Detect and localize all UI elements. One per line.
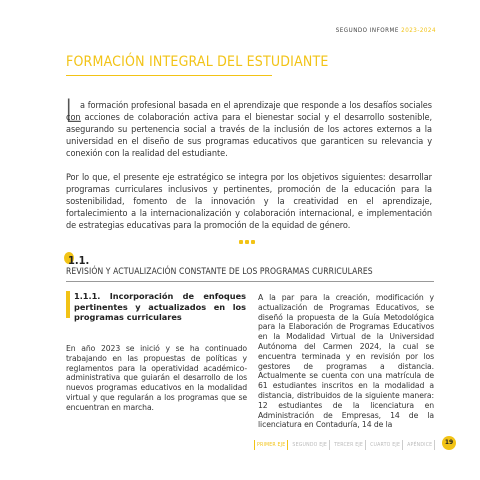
section-divider <box>66 281 434 282</box>
footer-tab-primer-eje[interactable]: PRIMER EJE <box>254 440 288 450</box>
footer-tab-tercer-eje[interactable]: TERCER EJE <box>332 440 366 450</box>
report-label-text: SEGUNDO INFORME <box>335 27 399 34</box>
left-column-text: En año 2023 se inició y se ha continuado trabajando en las propuestas de políticas y reglamentos para la operatividad académico-administrativa que guiarán el desarrollo de los nuevos programas educativos en la modalidad virtual y que regularán a los programas que se encuentran en marcha. <box>66 344 247 412</box>
subsection-title: 1.1.1. Incorporación de enfoques pertinentes y actualizados en los programas curriculares <box>74 291 246 322</box>
page-title: FORMACIÓN INTEGRAL DEL ESTUDIANTE <box>66 54 329 70</box>
footer-tab-segundo-eje[interactable]: SEGUNDO EJE <box>290 440 330 450</box>
title-underline <box>66 75 272 76</box>
section-number: 1.1. <box>68 254 90 267</box>
report-label <box>336 27 436 34</box>
right-column-text: A la par para la creación, modificación y actualización de Programas Educativos, se diseñó la propuesta de la Guía Metodológica para la Elaboración de Programas Educativos en la Modalidad Virtual de la Universidad Autónoma del Carmen 2024, la cual se encuentra terminada y en revisión por los gestores de programas a distancia. Actualmente se cuenta con una matrícula de 61 estudiantes inscritos en la modalidad a distancia, distribuidos de la siguiente manera: 12 estudiantes de la licenciatura en Administración de Empresas, 14 de la licenciatura en Contaduría, 14 de la <box>258 293 434 430</box>
dropcap-letter: L <box>64 92 82 130</box>
footer-nav <box>254 440 435 450</box>
subsection-accent-bar <box>66 291 70 318</box>
intro-paragraph-1: a formación profesional basada en el aprendizaje que responde a los desafíos sociales con acciones de colaboración activa para el bienestar social y el desarrollo sostenible, asegurando su pertenencia social a través de la inclusión de los actores externos a la universidad en el diseño de sus programas educativos que garanticen su relevancia y conexión con la realidad del estudiante. <box>66 101 432 159</box>
intro-paragraph-2: Por lo que, el presente eje estratégico se integra por los objetivos siguientes: desarrollar programas curriculares inclusivos y pertinentes, promoción de la educación para la sostenibilidad, fomento de la innovación y la creatividad en el aprendizaje, fortalecimiento a la internacionalización y colaboración internacional, e implementación de estrategias educativas para la promoción de la equidad de género. <box>66 173 432 231</box>
footer-tab-cuarto-eje[interactable]: CUARTO EJE <box>368 440 403 450</box>
separator-dots-icon <box>239 231 257 249</box>
footer-tab-apendice[interactable]: APÉNDICE <box>405 440 435 450</box>
report-years: 2023-2024 <box>401 27 436 34</box>
page-number: 19 <box>442 436 456 450</box>
section-title: REVISIÓN Y ACTUALIZACIÓN CONSTANTE DE LOS PROGRAMAS CURRICULARES <box>66 267 373 277</box>
